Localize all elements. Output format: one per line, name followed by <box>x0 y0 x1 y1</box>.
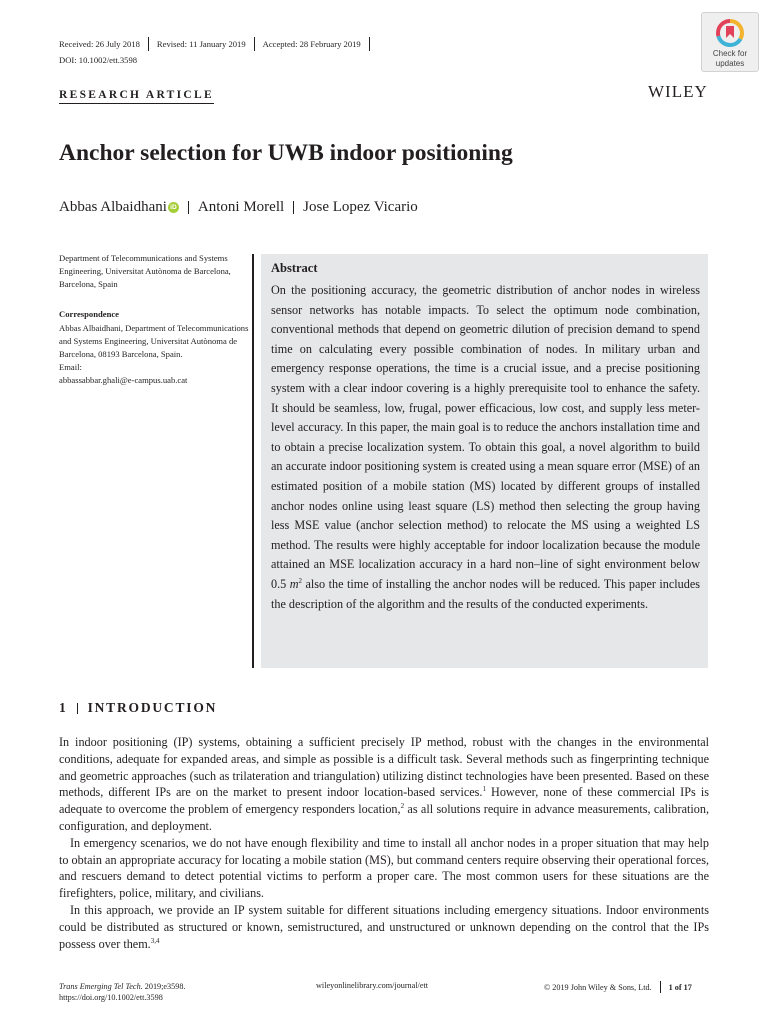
body-text <box>59 734 709 952</box>
footer-citation: Trans Emerging Tel Tech. 2019;e3598. https://doi.org/10.1002/ett.3598 <box>59 982 186 1002</box>
doi: DOI: 10.1002/ett.3598 <box>59 55 138 65</box>
abstract-heading: Abstract <box>271 261 318 275</box>
page-number: 1 of 17 <box>668 982 692 992</box>
doi-link[interactable]: https://doi.org/10.1002/ett.3598 <box>59 993 163 1002</box>
dates-line <box>59 37 378 51</box>
divider <box>252 254 254 668</box>
divider <box>77 703 78 714</box>
author-name: Antoni Morell <box>197 199 285 215</box>
crossmark-icon <box>715 18 745 48</box>
divider <box>660 981 661 993</box>
received-date: Received: 26 July 2018 <box>59 39 140 49</box>
section-number: 1 <box>59 700 68 715</box>
journal-website-link[interactable]: wileyonlinelibrary.com/journal/ett <box>316 981 429 990</box>
journal-name: Trans Emerging Tel Tech. <box>59 982 143 991</box>
publisher-logo: WILEY <box>648 82 708 101</box>
divider <box>293 201 294 214</box>
abstract-text: On the positioning accuracy, the geometric distribution of anchor nodes in wireless sensor networks has notable impacts. To select the optimum node combination, conventional methods that depend on geometric dilution of precision demand to spend time on calculating every possible combination of nodes. In military urban and emergency response operations, the time is a crucial issue, and a precise positioning system with a clear indoor covering is a highly prerequisite tool to enhance the safety. It should be seamless, low, frugal, power efficacious, low cost, and supply less meter-level accuracy. In this paper, the main goal is to reduce the anchors installation time and to obtain a precise localization system. To obtain this goal, a novel algorithm to build an accurate indoor positioning system is created using a mean square error (MSE) of an estimated position of a mobile station (MS) located by different groups of installed anchor nodes online using least square (LS) method then selecting the group having less MSE value (anchor selection method) to relocate the MS using a weighted LS method. The results were highly acceptable for indoor localization because the module attained an MSE localization accuracy in a hard non–line of sight environment below 0.5 $m^2$ also the time of installing the anchor nodes will be reduced. This paper includes the description of the algorithm and the results of the conducted experiments. <box>271 283 701 611</box>
paragraph: In emergency scenarios, we do not have enough flexibility and time to install all anchor nodes in a proper situation that may help to obtain an appropriate accuracy for locating a mobile station (MS), but command centers require observing their operational forces, and rescuers demand to detect potential victims to perform a proper care. The most common users for these situations are the firefighters, police, military, and civilians. <box>59 835 709 901</box>
divider <box>148 37 149 51</box>
divider <box>188 201 189 214</box>
divider <box>254 37 255 51</box>
paper-title: Anchor selection for UWB indoor positioning <box>59 140 513 166</box>
updates-label: updates <box>715 59 745 68</box>
check-for-updates-badge[interactable] <box>701 12 759 72</box>
accepted-date: Accepted: 28 February 2019 <box>262 39 361 49</box>
unit-symbol: m <box>289 576 299 591</box>
affiliation: Department of Telecommunications and Systems Engineering, Universitat Autònoma de Barcelona, Barcelona, Spain <box>59 253 231 289</box>
email-link[interactable]: abbassabbar.ghali@e-campus.uab.cat <box>59 375 188 385</box>
section-title: INTRODUCTION <box>87 700 218 715</box>
paragraph: In this approach, we provide an IP system suitable for different situations including emergency situations. Indoor environments could be distributed as structured or known, semistructured, and unstructured or unknown depending on the control that the IPs possess over them.$^{3,4}$ <box>59 902 709 951</box>
correspondence-heading: Correspondence <box>59 309 119 319</box>
citation-link[interactable]: 3,4 <box>150 936 160 945</box>
correspondence-block <box>59 322 249 387</box>
author-name: Abbas Albaidhani <box>59 199 167 215</box>
author-name: Jose Lopez Vicario <box>303 199 418 215</box>
footer-right <box>544 981 692 993</box>
revised-date: Revised: 11 January 2019 <box>156 39 246 49</box>
citation-link[interactable]: 1 <box>482 785 486 794</box>
copyright: © 2019 John Wiley & Sons, Ltd. <box>544 982 652 992</box>
check-for-label: Check for <box>712 49 748 58</box>
correspondence-address: Abbas Albaidhani, Department of Telecommunications and Systems Engineering, Universitat Autònoma de Barcelona, 08193 Barcelona, Spain. <box>59 323 249 359</box>
article-type: RESEARCH ARTICLE <box>59 89 214 104</box>
divider <box>369 37 370 51</box>
citation-link[interactable]: 2 <box>400 802 405 811</box>
email-label: Email: <box>59 362 82 372</box>
paragraph: In indoor positioning (IP) systems, obtaining a sufficient precisely IP method, robust with the changes in the environmental conditions, adequate for expanded areas, and simple as possible is a difficult task. Several methods such as fingerprinting technique and geometric approaches (such as trilateration and triangulation) utilizing distinct technologies have been presented. Based on these methods, different IPs are on the market to present indoor location-based services.$^1$ However, none of these commercial IPs is adequate to overcome the problem of emergency responders location,$^2$ as all solutions require in advance measurements, calibration, configuration, and deployment. <box>59 735 710 833</box>
author-list <box>59 199 418 216</box>
orcid-icon[interactable]: iD <box>168 202 179 213</box>
section-heading <box>59 700 217 716</box>
